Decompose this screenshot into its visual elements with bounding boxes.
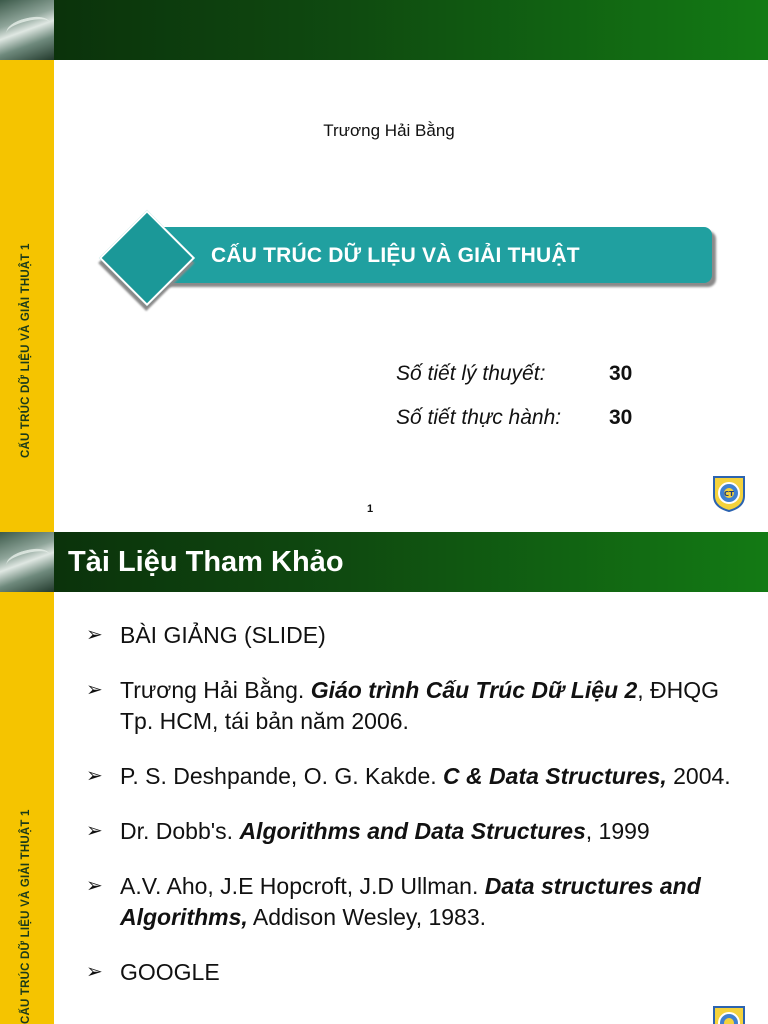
university-logo-icon (711, 1004, 747, 1024)
ref-text: P. S. Deshpande, O. G. Kakde. (120, 763, 444, 789)
arrow-bullet-icon: ➢ (86, 624, 103, 646)
ref-text: A.V. Aho, J.E Hopcroft, J.D Ullman. (120, 873, 485, 899)
corner-photo (0, 532, 54, 592)
ref-title: Giáo trình Cấu Trúc Dữ Liệu 2 (310, 677, 638, 703)
arrow-bullet-icon: ➢ (86, 820, 103, 842)
ref-text-tail: , 1999 (585, 818, 650, 844)
list-item (86, 816, 746, 847)
ref-text: Dr. Dobb's. (120, 818, 240, 844)
theory-hours-label: Số tiết lý thuyết: (396, 362, 546, 385)
ref-title: C & Data Structures, (443, 763, 667, 789)
ref-title: Data structures and Algorithms, (120, 873, 701, 930)
theory-hours-value: 30 (609, 362, 633, 385)
university-logo-icon (711, 474, 747, 512)
arrow-bullet-icon: ➢ (86, 961, 103, 983)
arrow-bullet-icon: ➢ (86, 875, 103, 897)
sidebar-course-label: CẤU TRÚC DỮ LIỆU VÀ GIẢI THUẬT 1 (20, 809, 32, 1024)
slide-title: Tài Liệu Tham Khảo (68, 546, 344, 578)
list-item (86, 871, 746, 933)
practice-hours-row (396, 406, 633, 430)
sidebar-course-label: CẤU TRÚC DỮ LIỆU VÀ GIẢI THUẬT 1 (20, 243, 32, 458)
practice-hours-value: 30 (609, 406, 633, 429)
ref-text: BÀI GIẢNG (SLIDE) (120, 622, 326, 648)
slide-2 (0, 532, 768, 1024)
list-item (86, 761, 746, 792)
theory-hours-row (396, 362, 633, 386)
list-item (86, 620, 746, 651)
list-item (86, 675, 746, 737)
ref-text-tail: , ĐHQG Tp. HCM, tái bản năm 2006. (120, 677, 720, 734)
reference-list (86, 620, 746, 1012)
header-bar (0, 0, 768, 60)
ref-text-tail: 2004. (666, 763, 731, 789)
author-name: Trương Hải Bằng (323, 121, 455, 140)
svg-text:CT: CT (724, 490, 734, 498)
list-item (86, 957, 746, 988)
practice-hours-label: Số tiết thực hành: (396, 406, 562, 429)
arrow-bullet-icon: ➢ (86, 765, 103, 787)
ref-text: GOOGLE (120, 959, 220, 985)
course-title: CẤU TRÚC DỮ LIỆU VÀ GIẢI THUẬT (211, 244, 580, 267)
ref-title: Algorithms and Data Structures (239, 818, 586, 844)
diamond-decoration (99, 210, 195, 306)
page-number: 1 (367, 503, 374, 515)
arrow-bullet-icon: ➢ (86, 679, 103, 701)
ref-text: Trương Hải Bằng. (120, 677, 311, 703)
ref-text-tail: Addison Wesley, 1983. (247, 904, 487, 930)
corner-photo (0, 0, 54, 60)
